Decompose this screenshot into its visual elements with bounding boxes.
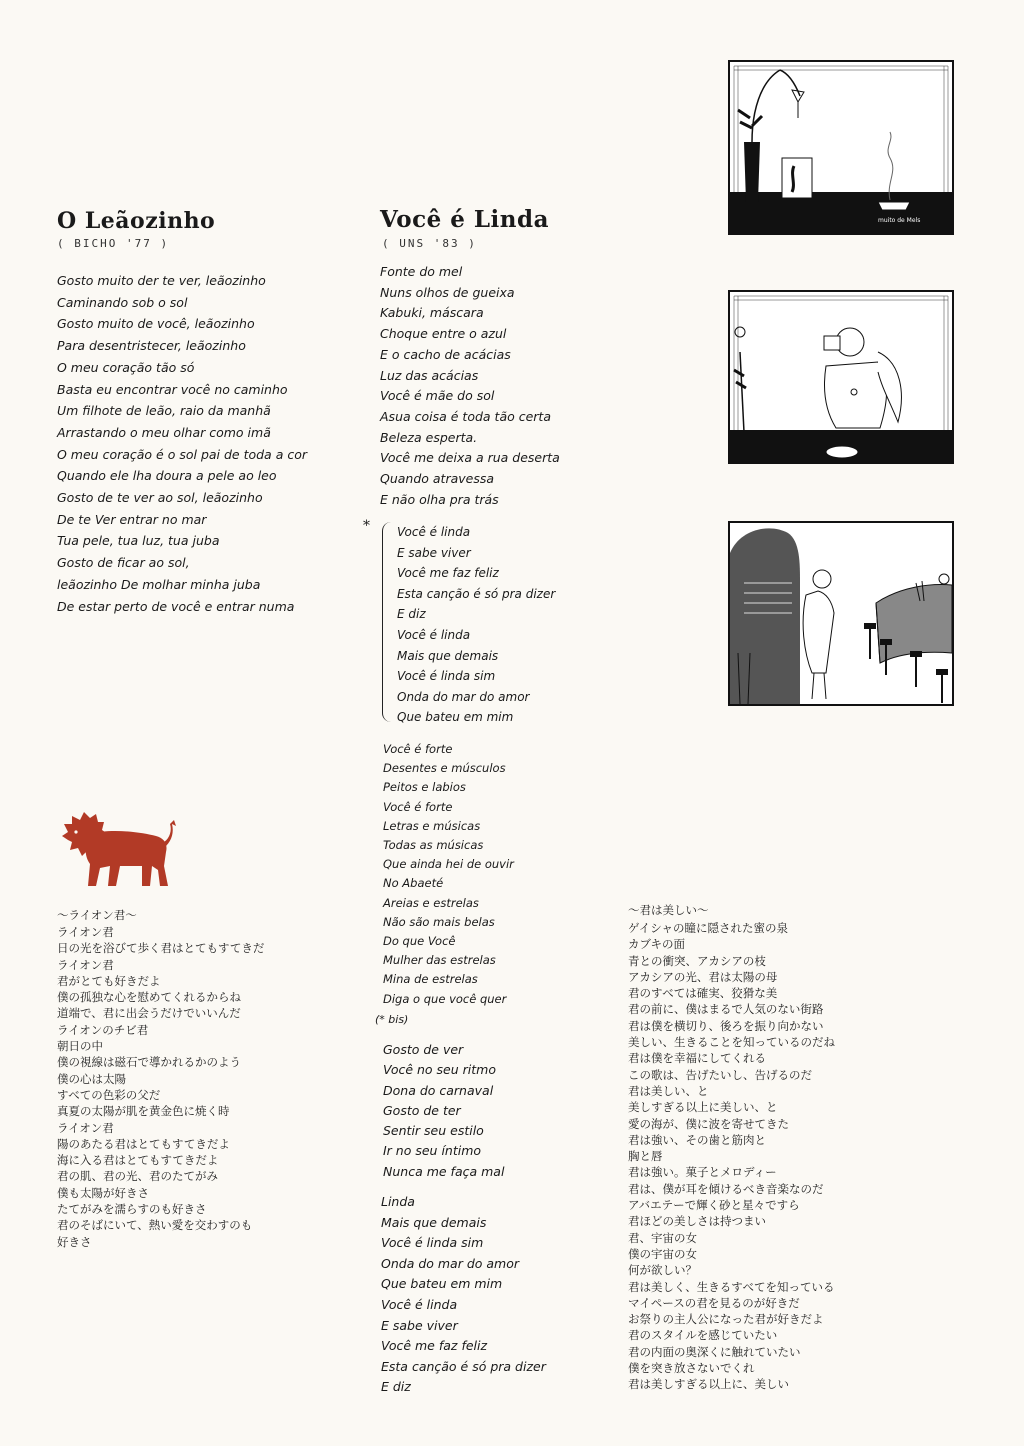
lyric-line: Mina de estrelas — [383, 972, 478, 987]
chorus-line: Onda do mar do amor — [397, 689, 530, 704]
chorus-line: Que bateu em mim — [397, 710, 514, 725]
jp-lyric-line: 僕の視線は磁石で導かれるかのよう — [57, 1055, 241, 1070]
lyric-line: Choque entre o azul — [380, 326, 507, 342]
lyric-line: Você é linda sim — [381, 1235, 484, 1251]
lyric-line: De te Ver entrar no mar — [57, 511, 207, 527]
lyric-line: Nunca me faça mal — [383, 1163, 505, 1179]
lyric-line: Mais que demais — [381, 1214, 487, 1230]
jp-lyric-line: 君は美しく、生きるすべてを知っている — [628, 1279, 835, 1294]
lyric-line: Do que Você — [383, 934, 456, 949]
panel-sign-text: muito de Mels — [878, 217, 921, 224]
lyric-line: Você é linda — [381, 1296, 458, 1312]
chorus-marker: * — [363, 518, 370, 534]
lyrics-verse-3 — [383, 1040, 504, 1182]
jp-lyric-line: 何が欲しい？ — [628, 1263, 697, 1278]
lyric-line: Kabuki, máscara — [380, 305, 484, 321]
jp-lyric-line: 君のそばにいて、熱い愛を交わすのも — [57, 1218, 253, 1233]
jp-lyric-line: 胸と唇 — [628, 1149, 663, 1164]
lyrics-chorus — [397, 522, 555, 728]
jp-title-lion: 〜ライオン君〜 — [57, 908, 137, 922]
jp-lyric-line: 君は僕を幸福にしてくれる — [628, 1051, 766, 1066]
chorus-line: Mais que demais — [397, 648, 499, 663]
song-subtitle-voce-e-linda: ( UNS '83 ) — [382, 237, 477, 250]
jp-lyric-line: 日の光を浴びて歩く君はとてもすてきだ — [57, 941, 265, 956]
jp-lyric-line: 君の肌、君の光、君のたてがみ — [57, 1169, 218, 1184]
jp-lyric-line: ライオン君 — [57, 957, 114, 972]
jp-lyric-line: アカシアの光、君は太陽の母 — [628, 969, 778, 984]
jp-lyric-line: 君は強い、その歯と筋肉と — [628, 1132, 766, 1147]
lyric-line: E diz — [381, 1379, 411, 1395]
lyric-line: Todas as músicas — [383, 838, 484, 853]
jp-lyric-line: 道端で、君に出会うだけでいいんだ — [57, 1006, 241, 1021]
jp-lyric-line: 好きさ — [57, 1234, 92, 1249]
jp-lyric-line: ライオンのチビ君 — [57, 1022, 149, 1037]
jp-lyrics-lion — [57, 924, 264, 1250]
chorus-line: Esta canção é só pra dizer — [397, 586, 556, 601]
jp-lyric-line: カブキの面 — [628, 937, 686, 952]
lyric-line: Letras e músicas — [383, 818, 481, 833]
lyric-line: Ir no seu íntimo — [383, 1143, 482, 1159]
jp-lyric-line: 君は僕を横切り、後ろを振り向かない — [628, 1018, 824, 1033]
jp-lyric-line: 君は、僕が耳を傾けるべき音楽なのだ — [628, 1181, 824, 1196]
lyric-line: E sabe viver — [381, 1317, 458, 1333]
lyric-line: Que ainda hei de ouvir — [383, 857, 514, 872]
jp-lyric-line: 君ほどの美しさは持つまい — [628, 1214, 766, 1229]
lyric-line: O meu coração tão só — [57, 359, 195, 375]
lyric-line: Você me deixa a rua deserta — [380, 450, 560, 466]
jp-lyric-line: 僕も太陽が好きさ — [57, 1185, 149, 1200]
jp-lyric-line: 海に入る君はとてもすてきだよ — [57, 1153, 219, 1168]
lyric-line: Desentes e músculos — [383, 761, 506, 776]
lyric-line: Gosto de ficar ao sol, — [57, 555, 190, 571]
lyric-line: Quando atravessa — [380, 471, 495, 487]
lyric-line: Você me faz feliz — [381, 1338, 488, 1354]
lion-icon — [60, 810, 180, 892]
lyric-line: Que bateu em mim — [381, 1276, 503, 1292]
jp-lyric-line: 君、宇宙の女 — [628, 1230, 697, 1245]
chorus-line: Você é linda — [397, 525, 471, 539]
jp-lyric-line: 僕の孤独な心を慰めてくれるからね — [57, 990, 241, 1005]
lyric-line: Para desentristecer, leãozinho — [57, 338, 246, 354]
song-title-leaozinho: O Leãozinho — [57, 208, 216, 234]
lyric-line: Caminando sob o sol — [57, 294, 188, 310]
illustration-vase-glass — [728, 60, 954, 235]
jp-lyric-line: すべての色彩の父だ — [57, 1087, 161, 1102]
lyric-line: E o cacho de acácias — [380, 346, 511, 362]
song-subtitle-leaozinho: ( BICHO '77 ) — [57, 237, 170, 250]
lyric-line: Areias e estrelas — [383, 895, 479, 910]
lyric-line: Um filhote de leão, raio da manhã — [57, 403, 271, 419]
lyric-line: De estar perto de você e entrar numa — [57, 598, 295, 614]
jp-lyric-line: ライオン君 — [57, 1120, 114, 1135]
lyrics-verse-4 — [381, 1192, 546, 1398]
jp-lyric-line: 美しい、生きることを知っているのだね — [628, 1035, 835, 1050]
jp-lyric-line: 君のスタイルを感じていたい — [628, 1328, 778, 1343]
jp-lyric-line: 青との衝突、アカシアの枝 — [628, 953, 766, 968]
jp-lyric-line: マイペースの君を見るのが好きだ — [628, 1295, 800, 1310]
lyric-line: Asua coisa é toda tão certa — [380, 408, 551, 424]
jp-lyric-line: 朝日の中 — [57, 1039, 103, 1054]
lyric-line: Peitos e labios — [383, 780, 466, 795]
jp-lyric-line: 僕の心は太陽 — [57, 1071, 126, 1086]
jp-lyric-line: 僕の宇宙の女 — [628, 1246, 697, 1261]
lyrics-leaozinho — [57, 270, 307, 617]
lyric-line: Linda — [381, 1194, 415, 1209]
lyric-line: No Abaeté — [383, 876, 444, 891]
lyric-line: Tua pele, tua luz, tua juba — [57, 533, 220, 549]
lyric-line: Arrastando o meu olhar como imã — [57, 424, 271, 440]
chorus-brace — [382, 522, 391, 722]
lyric-line: Gosto de ver — [383, 1042, 464, 1057]
chorus-line: Você me faz feliz — [397, 566, 499, 581]
jp-lyric-line: この歌は、告げたいし、告げるのだ — [628, 1067, 812, 1082]
lyric-line: Você é forte — [383, 742, 453, 756]
lyric-line: Diga o que você quer — [383, 991, 507, 1006]
lyric-line: Beleza esperta. — [380, 429, 478, 445]
jp-title-linda: 〜君は美しい〜 — [628, 903, 709, 917]
jp-lyric-line: ライオン君 — [57, 925, 114, 939]
jp-lyric-line: 君は美しすぎる以上に、美しい — [628, 1377, 789, 1392]
illustration-bar-scene — [728, 521, 954, 706]
lyric-line: E não olha pra trás — [380, 491, 499, 507]
lyric-line: Mulher das estrelas — [383, 953, 496, 968]
lyric-line: Você no seu ritmo — [383, 1062, 496, 1078]
lyric-line: Gosto de te ver ao sol, leãozinho — [57, 490, 263, 506]
repeat-marker: (* bis) — [375, 1013, 409, 1026]
lyric-line: Sentir seu estilo — [383, 1123, 484, 1139]
lyric-line: Esta canção é só pra dizer — [381, 1358, 546, 1374]
lyric-line: Luz das acácias — [380, 367, 479, 383]
jp-lyric-line: 美しすぎる以上に美しい、と — [628, 1100, 778, 1115]
jp-lyric-line: ゲイシャの瞳に隠された蜜の泉 — [628, 921, 788, 935]
lyric-line: Dona do carnaval — [383, 1082, 494, 1098]
chorus-line: Você é linda — [397, 627, 471, 642]
lyric-line: Você é mãe do sol — [380, 388, 495, 404]
jp-lyric-line: 陽のあたる君はとてもすてきだよ — [57, 1136, 230, 1151]
chorus-line: Você é linda sim — [397, 669, 496, 684]
jp-lyric-line: 君の内面の奥深くに触れていたい — [628, 1344, 801, 1359]
lyric-line: Quando ele lha doura a pele ao leo — [57, 468, 277, 484]
illustration-man-drinking — [728, 290, 954, 464]
jp-lyric-line: アバエテーで輝く砂と星々ですら — [628, 1198, 800, 1213]
lyrics-verse-2 — [383, 740, 514, 1009]
jp-lyric-line: 愛の海が、僕に波を寄せてきた — [628, 1116, 789, 1131]
lyric-line: O meu coração é o sol pai de toda a cor — [57, 446, 307, 462]
lyric-line: Gosto muito der te ver, leãozinho — [57, 273, 266, 288]
jp-lyric-line: 君は美しい、と — [628, 1083, 709, 1098]
jp-lyric-line: 君の前に、僕はまるで人気のない街路 — [628, 1002, 824, 1017]
lyric-line: Basta eu encontrar você no caminho — [57, 381, 288, 397]
jp-lyric-line: たてがみを濡らすのも好きさ — [57, 1202, 207, 1217]
lyrics-verse-1 — [380, 262, 560, 510]
jp-lyric-line: 君のすべては確実、狡猾な美 — [628, 986, 778, 1001]
jp-lyric-line: 真夏の太陽が肌を黄金色に焼く時 — [57, 1104, 230, 1119]
lyric-line: Fonte do mel — [380, 264, 463, 279]
chorus-line: E sabe viver — [397, 545, 471, 560]
lyric-line: Nuns olhos de gueixa — [380, 284, 515, 300]
chorus-line: E diz — [397, 607, 426, 622]
jp-lyric-line: 僕を突き放さないでくれ — [628, 1361, 755, 1376]
jp-lyric-line: 君は強い。菓子とメロディー — [628, 1165, 777, 1180]
lyric-line: Você é forte — [383, 799, 453, 814]
jp-lyrics-linda — [628, 920, 835, 1393]
jp-lyric-line: お祭りの主人公になった君が好きだよ — [628, 1312, 824, 1327]
jp-lyric-line: 君がとても好きだよ — [57, 973, 161, 988]
lyric-line: Gosto de ter — [383, 1102, 461, 1118]
lyric-line: Não são mais belas — [383, 914, 495, 929]
lyric-line: Gosto muito de você, leãozinho — [57, 316, 255, 332]
song-title-voce-e-linda: Você é Linda — [380, 206, 549, 233]
lyric-line: Onda do mar do amor — [381, 1255, 520, 1271]
lyric-line: leãozinho De molhar minha juba — [57, 576, 261, 592]
